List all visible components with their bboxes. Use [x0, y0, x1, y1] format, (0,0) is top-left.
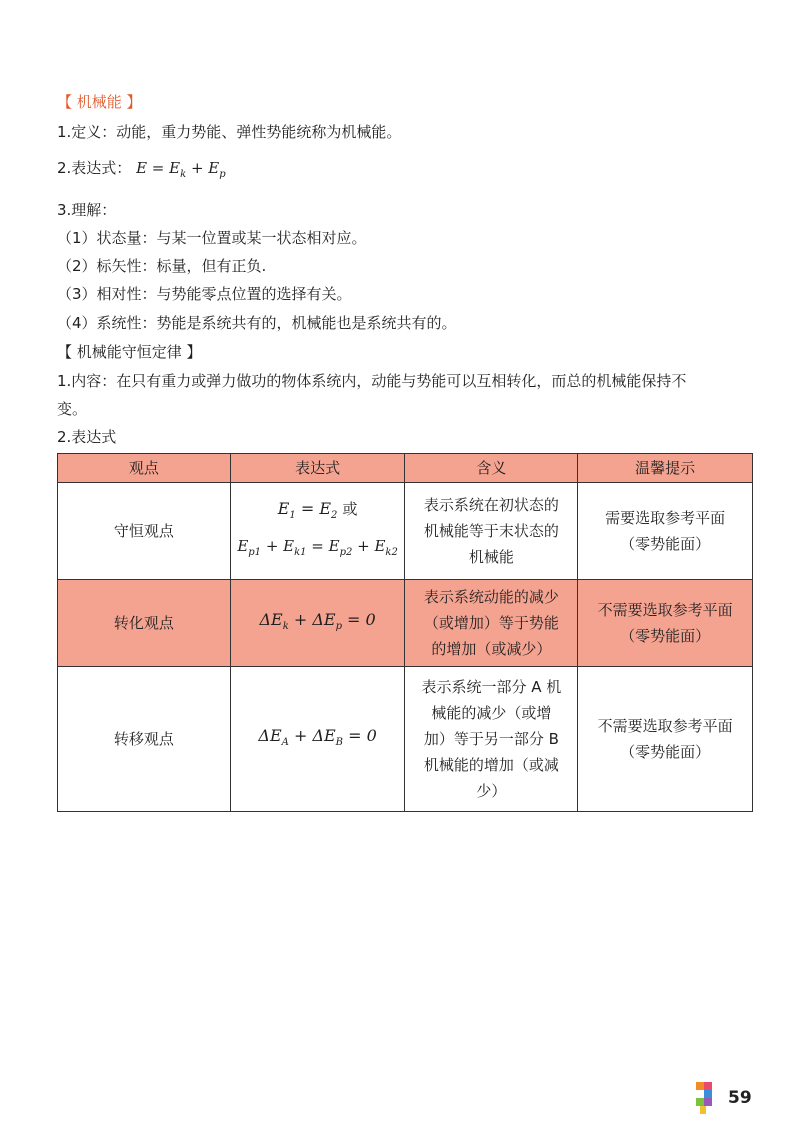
- tip-cell: [578, 483, 753, 580]
- publisher-logo-icon: [694, 1080, 718, 1116]
- meaning-line: 机械能等于末状态的: [423, 522, 559, 540]
- table-header: 含义: [405, 454, 578, 483]
- page-number: 59: [728, 1088, 752, 1108]
- table-row: [58, 483, 753, 580]
- understanding-title: 3.理解：: [57, 201, 117, 219]
- expression-formula: $E = E_k + E_p$: [136, 159, 226, 180]
- expression-table: [57, 453, 753, 812]
- meaning-cell: [405, 580, 578, 667]
- viewpoint-cell: 转化观点: [58, 580, 231, 667]
- expression-line: [57, 158, 226, 185]
- formula-or-text: 或: [342, 500, 358, 518]
- meaning-cell: [405, 483, 578, 580]
- tip-line: （零势能面）: [620, 535, 711, 553]
- meaning-line: 少）: [476, 782, 507, 800]
- section-title-conservation-law: 【 机械能守恒定律 】: [57, 343, 202, 361]
- understanding-point: （3）相对性：与势能零点位置的选择有关。: [57, 285, 352, 303]
- meaning-line: 机械能的增加（或减: [423, 756, 559, 774]
- meaning-line: 表示系统在初状态的: [423, 496, 559, 514]
- meaning-line: 械能的减少（或增: [431, 704, 552, 722]
- table-header: 温馨提示: [578, 454, 753, 483]
- formula-cell: $E_1 = E_2$ 或 $E_{p1} + E_{k1} = E_{p2} + E_{k2}$: [230, 483, 405, 580]
- meaning-line: （或增加）等于势能: [423, 614, 559, 632]
- understanding-point: （4）系统性：势能是系统共有的，机械能也是系统共有的。: [57, 314, 457, 332]
- content-line: 变。: [57, 400, 88, 418]
- meaning-line: 机械能: [468, 548, 514, 566]
- tip-line: 不需要选取参考平面: [597, 601, 733, 619]
- table-header-row: [58, 454, 753, 483]
- content-line: 1.内容：在只有重力或弹力做功的物体系统内，动能与势能可以互相转化，而总的机械能保持不: [57, 372, 687, 390]
- meaning-cell: [405, 667, 578, 812]
- expression-label: 2.表达式：: [57, 159, 132, 177]
- formula-cell: $\Delta E_A + \Delta E_B = 0$: [230, 667, 405, 812]
- table-row: [58, 580, 753, 667]
- tip-cell: [578, 667, 753, 812]
- tip-line: 需要选取参考平面: [605, 509, 726, 527]
- table-header: 表达式: [230, 454, 405, 483]
- tip-line: （零势能面）: [620, 743, 711, 761]
- viewpoint-cell: 转移观点: [58, 667, 231, 812]
- tip-line: （零势能面）: [620, 627, 711, 645]
- table-header: 观点: [58, 454, 231, 483]
- table-row: [58, 667, 753, 812]
- formula-cell: $\Delta E_k + \Delta E_p = 0$: [230, 580, 405, 667]
- definition-text: 1.定义：动能，重力势能、弹性势能统称为机械能。: [57, 123, 402, 141]
- section-title-mechanical-energy: 【 机械能 】: [57, 93, 142, 111]
- viewpoint-cell: 守恒观点: [58, 483, 231, 580]
- meaning-line: 的增加（或减少）: [431, 640, 552, 658]
- meaning-line: 表示系统一部分 A 机: [421, 678, 562, 696]
- understanding-point: （2）标矢性：标量，但有正负.: [57, 257, 267, 275]
- tip-line: 不需要选取参考平面: [597, 717, 733, 735]
- tip-cell: [578, 580, 753, 667]
- understanding-point: （1）状态量：与某一位置或某一状态相对应。: [57, 229, 367, 247]
- expression-title: 2.表达式: [57, 428, 117, 446]
- meaning-line: 加）等于另一部分 B: [423, 730, 559, 748]
- meaning-line: 表示系统动能的减少: [423, 588, 559, 606]
